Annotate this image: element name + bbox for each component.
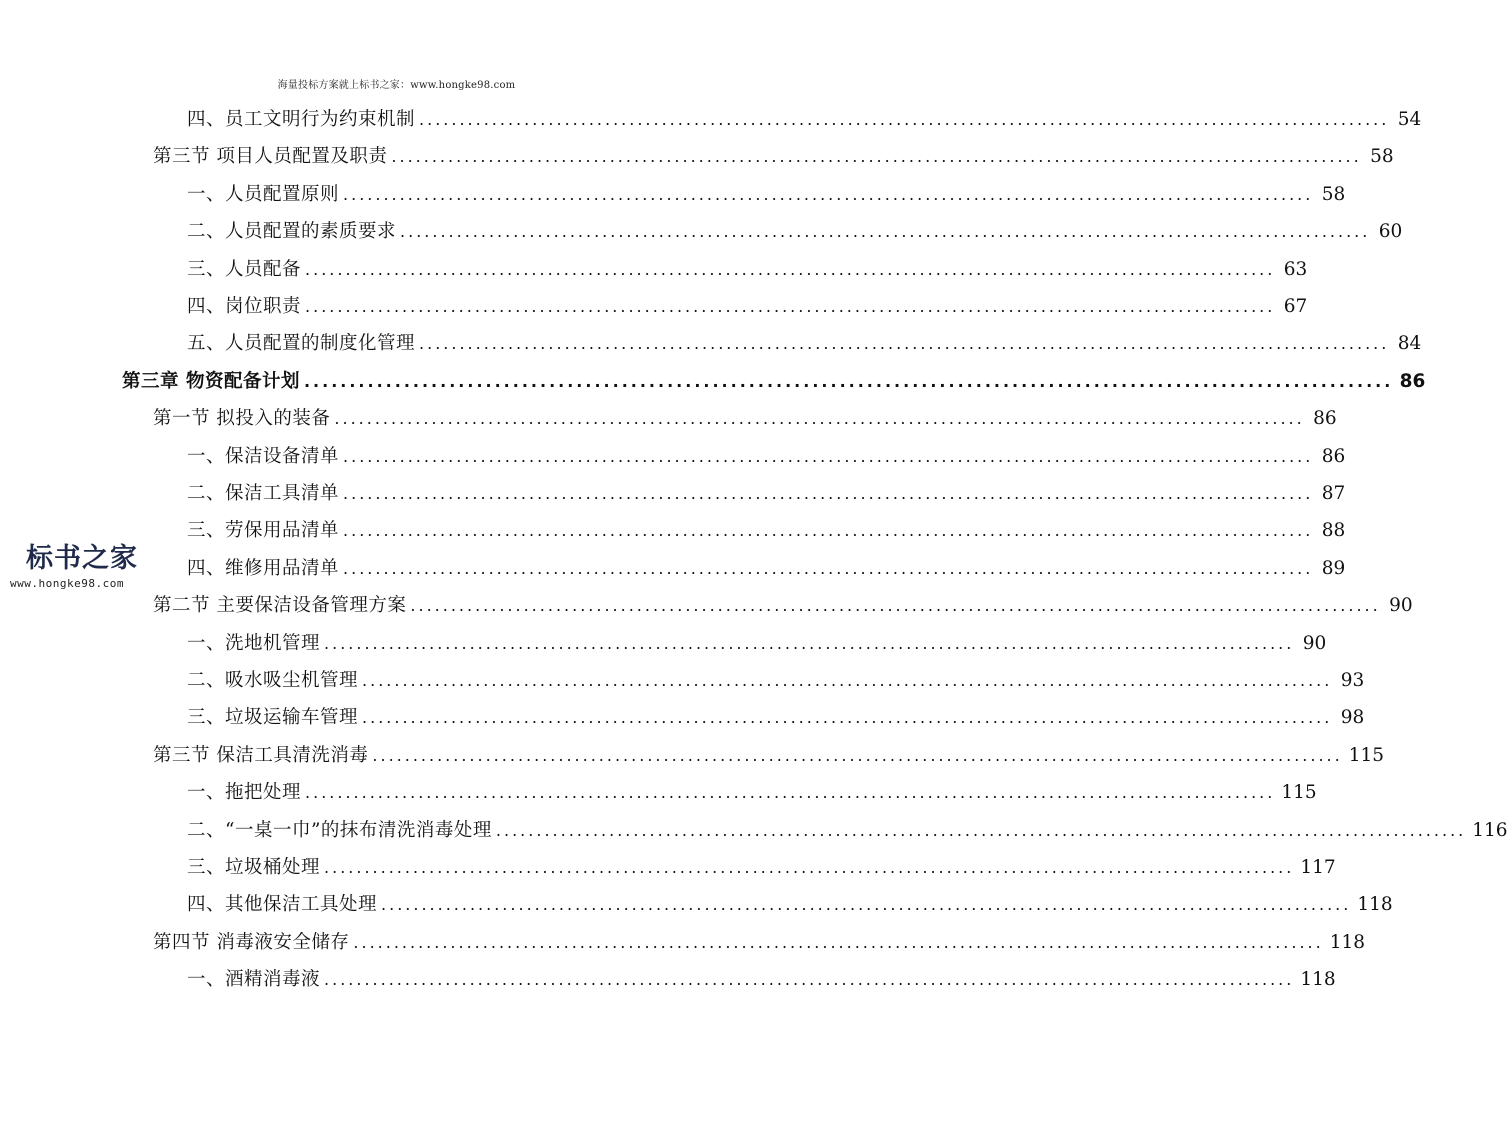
toc-entry-label: 一、保洁设备清单 — [187, 446, 340, 467]
toc-page-number: 118 — [1329, 932, 1366, 953]
toc-entry-label: 第一节 拟投入的装备 — [153, 408, 331, 429]
toc-leader-dots: ........................................................................................................................ — [400, 222, 1371, 241]
toc-entry-label: 二、人员配置的素质要求 — [187, 221, 397, 242]
toc-leader-dots: ........................................................................................................................ — [324, 970, 1295, 989]
toc-entry-label: 五、人员配置的制度化管理 — [187, 333, 416, 354]
toc-page-number: 118 — [1357, 894, 1393, 915]
toc-page-number: 58 — [1321, 184, 1346, 205]
toc-entry-label: 三、人员配备 — [187, 259, 302, 280]
toc-entry[interactable] — [187, 812, 1508, 849]
toc-page-number: 87 — [1321, 483, 1346, 504]
toc-entry[interactable] — [187, 475, 1346, 512]
toc-entry-label: 三、垃圾运输车管理 — [187, 707, 359, 728]
toc-page-number: 58 — [1370, 146, 1394, 167]
toc-leader-dots: ........................................................................................................................ — [343, 447, 1314, 466]
toc-leader-dots: ........................................................................................................................ — [334, 409, 1305, 428]
toc-entry[interactable] — [187, 774, 1317, 811]
watermark-logo — [10, 536, 170, 590]
toc-entry[interactable] — [187, 662, 1365, 699]
toc-entry-label: 二、“一桌一巾”的抹布清洗消毒处理 — [187, 820, 492, 841]
toc-leader-dots: ........................................................................................................................ — [495, 821, 1467, 840]
toc-page-number: 90 — [1389, 595, 1413, 616]
toc-leader-dots: ........................................................................................................................ — [343, 521, 1314, 540]
toc-entry-label: 第二节 主要保洁设备管理方案 — [153, 595, 407, 616]
toc-entry-label: 第三节 保洁工具清洗消毒 — [153, 745, 369, 766]
toc-entry[interactable] — [187, 961, 1336, 998]
toc-entry[interactable] — [153, 400, 1337, 437]
toc-leader-dots: ........................................................................................................................ — [303, 372, 1394, 391]
toc-page-number: 67 — [1283, 296, 1308, 317]
toc-entry[interactable] — [187, 512, 1346, 549]
toc-entry-label: 第三章 物资配备计划 — [122, 371, 300, 392]
toc-page-number: 88 — [1321, 520, 1346, 541]
toc-entry[interactable] — [153, 924, 1366, 961]
toc-entry[interactable] — [187, 325, 1422, 362]
toc-entry[interactable] — [187, 625, 1327, 662]
toc-entry[interactable] — [122, 363, 1426, 400]
toc-leader-dots: ........................................................................................................................ — [353, 933, 1324, 952]
toc-leader-dots: ........................................................................................................................ — [362, 708, 1333, 727]
toc-page-number: 90 — [1302, 633, 1327, 654]
toc-entry[interactable] — [187, 886, 1393, 923]
toc-entry-label: 第四节 消毒液安全储存 — [153, 932, 350, 953]
toc-entry-label: 二、保洁工具清单 — [187, 483, 340, 504]
toc-entry-label: 一、人员配置原则 — [187, 184, 340, 205]
toc-page-number: 115 — [1348, 745, 1385, 766]
toc-page-number: 60 — [1378, 221, 1403, 242]
page-header: 海量投标方案就上标书之家：www.hongke98.com — [277, 80, 516, 91]
toc-page-number: 98 — [1340, 707, 1365, 728]
toc-entry-label: 一、酒精消毒液 — [187, 969, 321, 990]
toc-page-number: 86 — [1313, 408, 1337, 429]
toc-entry-label: 二、吸水吸尘机管理 — [187, 670, 359, 691]
toc-entry-label: 第三节 项目人员配置及职责 — [153, 146, 388, 167]
toc-entry-label: 四、员工文明行为约束机制 — [187, 109, 416, 130]
toc-leader-dots: ........................................................................................................................ — [372, 746, 1343, 765]
toc-entry[interactable] — [187, 438, 1346, 475]
toc-leader-dots: ........................................................................................................................ — [419, 334, 1390, 353]
toc-entry[interactable] — [187, 550, 1346, 587]
toc-page-number: 63 — [1283, 259, 1308, 280]
toc-entry[interactable] — [187, 849, 1336, 886]
toc-entry[interactable] — [187, 288, 1308, 325]
toc-leader-dots: ........................................................................................................................ — [343, 185, 1314, 204]
toc-leader-dots: ........................................................................................................................ — [343, 559, 1314, 578]
toc-entry-label: 四、维修用品清单 — [187, 558, 340, 579]
toc-leader-dots: ........................................................................................................................ — [305, 260, 1276, 279]
toc-entry-label: 一、洗地机管理 — [187, 633, 321, 654]
toc-page-number: 54 — [1397, 109, 1422, 130]
toc-entry-label: 一、拖把处理 — [187, 782, 302, 803]
toc-entry[interactable] — [187, 251, 1308, 288]
toc-page-number: 86 — [1321, 446, 1346, 467]
toc-leader-dots: ........................................................................................................................ — [305, 783, 1276, 802]
toc-leader-dots: ........................................................................................................................ — [419, 110, 1390, 129]
toc-leader-dots: ........................................................................................................................ — [343, 484, 1314, 503]
toc-leader-dots: ........................................................................................................................ — [391, 147, 1362, 166]
toc-page-number: 89 — [1321, 558, 1346, 579]
watermark-url: www.hongke98.com — [10, 577, 124, 590]
toc-entry[interactable] — [187, 699, 1365, 736]
toc-page-number: 117 — [1300, 857, 1336, 878]
toc-leader-dots: ........................................................................................................................ — [410, 596, 1381, 615]
toc-entry-label: 四、其他保洁工具处理 — [187, 894, 378, 915]
toc-page-number: 116 — [1472, 820, 1508, 841]
toc-entry[interactable] — [153, 737, 1385, 774]
toc-entry[interactable] — [187, 101, 1422, 138]
toc-page-number: 115 — [1281, 782, 1317, 803]
toc-page-number: 86 — [1399, 371, 1426, 392]
watermark-title: 标书之家 — [26, 543, 138, 574]
toc-leader-dots: ........................................................................................................................ — [305, 297, 1276, 316]
toc-entry[interactable] — [153, 587, 1413, 624]
toc-entry-label: 四、岗位职责 — [187, 296, 302, 317]
toc-leader-dots: ........................................................................................................................ — [324, 634, 1295, 653]
toc-entry-label: 三、劳保用品清单 — [187, 520, 340, 541]
toc-entry[interactable] — [153, 138, 1394, 175]
toc-page-number: 84 — [1397, 333, 1422, 354]
toc-entry[interactable] — [187, 176, 1346, 213]
toc-page-number: 93 — [1340, 670, 1365, 691]
toc-entry[interactable] — [187, 213, 1403, 250]
toc-leader-dots: ........................................................................................................................ — [381, 895, 1352, 914]
toc-leader-dots: ........................................................................................................................ — [362, 671, 1333, 690]
toc-page-number: 118 — [1300, 969, 1336, 990]
toc-entry-label: 三、垃圾桶处理 — [187, 857, 321, 878]
toc-leader-dots: ........................................................................................................................ — [324, 858, 1295, 877]
